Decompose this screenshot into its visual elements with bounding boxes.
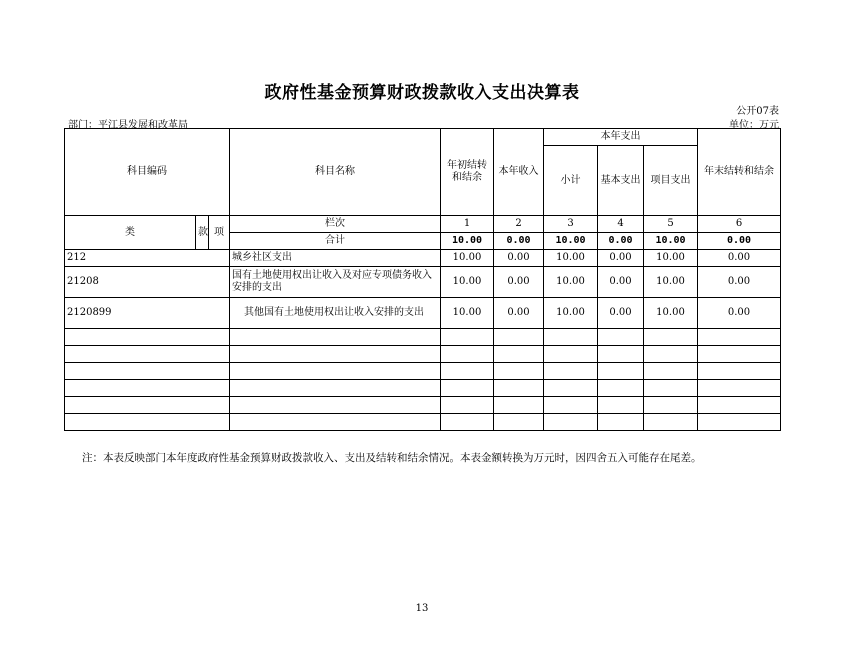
row-name: 其他国有土地使用权出让收入安排的支出 (230, 298, 441, 329)
row-code: 21208 (65, 267, 230, 298)
row-code: 212 (65, 250, 230, 267)
row-code: 2120899 (65, 298, 230, 329)
row-name: 国有土地使用权出让收入及对应专项债务收入安排的支出 (230, 267, 441, 298)
header-expense-group: 本年支出 (544, 129, 698, 146)
row-name: 城乡社区支出 (230, 250, 441, 267)
empty-row (65, 329, 781, 346)
header-begin-balance: 年初结转和结余 (441, 129, 494, 216)
empty-row (65, 414, 781, 431)
row-value: 0.00 (698, 267, 781, 298)
table-row (65, 298, 781, 329)
header-code: 科目编码 (65, 129, 230, 216)
header-lanci: 栏次 (230, 216, 441, 233)
row-value: 10.00 (644, 298, 698, 329)
row-value: 0.00 (494, 250, 544, 267)
table-row (65, 250, 781, 267)
row-value: 0.00 (598, 298, 644, 329)
header-end-balance: 年末结转和结余 (698, 129, 781, 216)
footnote: 注：本表反映部门本年度政府性基金预算财政拨款收入、支出及结转和结余情况。本表金额转换为万元时，因四舍五入可能存在尾差。 (82, 452, 702, 464)
col-no-5: 5 (644, 216, 698, 233)
empty-row (65, 363, 781, 380)
total-value: 0.00 (598, 233, 644, 250)
col-no-6: 6 (698, 216, 781, 233)
empty-row (65, 397, 781, 414)
form-number: 公开07表 (736, 106, 779, 117)
page-title: 政府性基金预算财政拨款收入支出决算表 (264, 83, 580, 103)
header-name: 科目名称 (230, 129, 441, 216)
col-no-1: 1 (441, 216, 494, 233)
table-row (65, 267, 781, 298)
header-subtotal: 小计 (544, 146, 598, 216)
header-lei: 类 (65, 216, 196, 250)
header-basic: 基本支出 (598, 146, 644, 216)
row-value: 10.00 (544, 250, 598, 267)
total-value: 0.00 (494, 233, 544, 250)
total-value: 10.00 (644, 233, 698, 250)
row-value: 0.00 (698, 298, 781, 329)
total-value: 0.00 (698, 233, 781, 250)
row-value: 0.00 (698, 250, 781, 267)
total-value: 10.00 (544, 233, 598, 250)
department-label: 部门：平江县发展和改革局 (68, 120, 188, 131)
row-value: 10.00 (441, 298, 494, 329)
row-value: 0.00 (494, 298, 544, 329)
col-no-4: 4 (598, 216, 644, 233)
budget-table (64, 128, 781, 431)
header-project: 项目支出 (644, 146, 698, 216)
row-value: 10.00 (644, 267, 698, 298)
empty-row (65, 380, 781, 397)
total-label: 合计 (230, 233, 441, 250)
empty-row (65, 346, 781, 363)
header-income: 本年收入 (494, 129, 544, 216)
header-xiang: 项 (209, 216, 230, 250)
row-value: 10.00 (544, 298, 598, 329)
header-kuan: 款 (196, 216, 209, 250)
page-number: 13 (415, 603, 429, 614)
row-value: 10.00 (644, 250, 698, 267)
row-value: 10.00 (441, 250, 494, 267)
total-value: 10.00 (441, 233, 494, 250)
row-value: 0.00 (494, 267, 544, 298)
row-value: 0.00 (598, 250, 644, 267)
row-value: 0.00 (598, 267, 644, 298)
col-no-3: 3 (544, 216, 598, 233)
unit-label: 单位：万元 (729, 120, 779, 131)
col-no-2: 2 (494, 216, 544, 233)
row-value: 10.00 (544, 267, 598, 298)
row-value: 10.00 (441, 267, 494, 298)
